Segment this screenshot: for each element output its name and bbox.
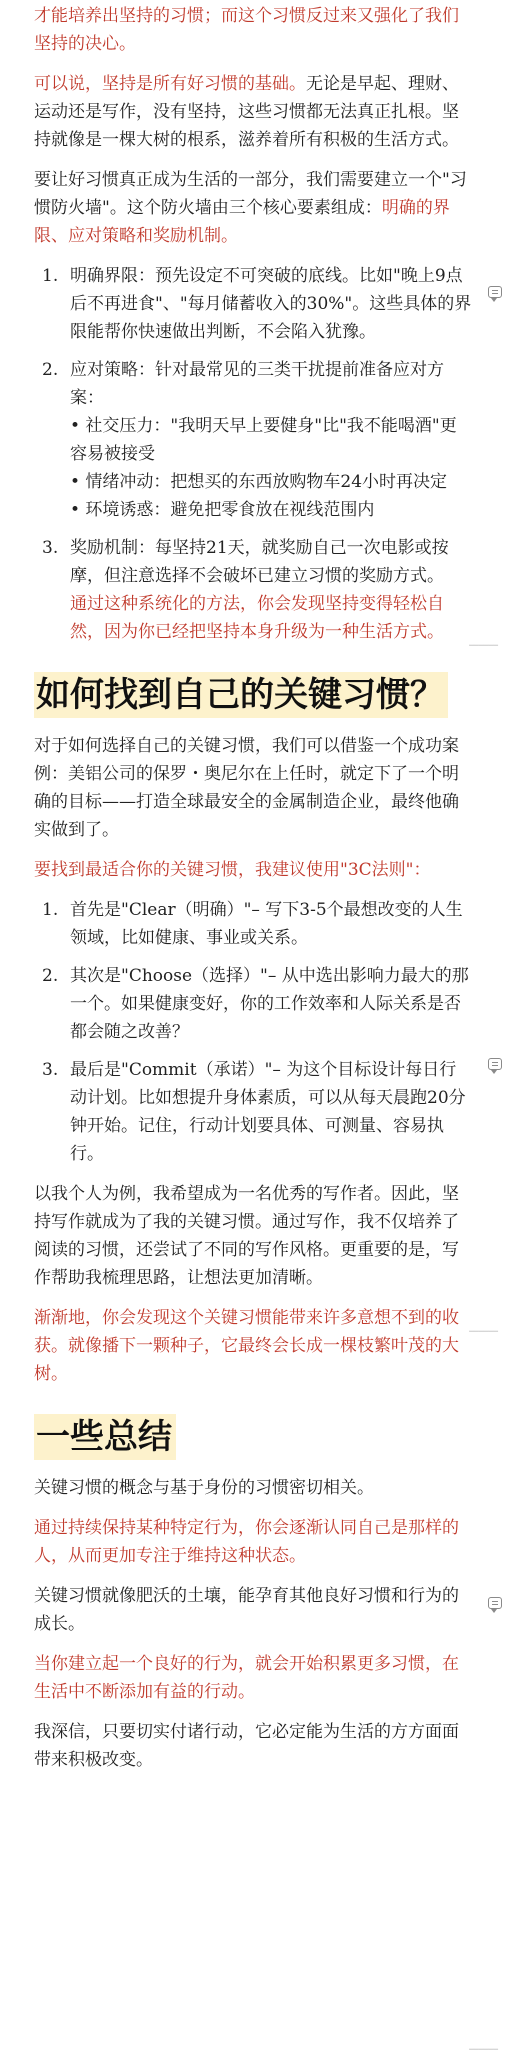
list-item xyxy=(34,962,472,1046)
list-item xyxy=(34,1056,472,1168)
intro-paragraph-1-highlight: 可以说，坚持是所有好习惯的基础。 xyxy=(34,74,306,94)
summary-paragraph-3: 关键习惯就像肥沃的土壤，能孕育其他良好习惯和行为的成长。 xyxy=(34,1586,459,1634)
sub-bullet-emotional-impulse: • 情绪冲动：把想买的东西放购物车24小时再决定 xyxy=(70,472,448,492)
summary-paragraph-4: 当你建立起一个良好的行为，就会开始积累更多习惯，在生活中不断添加有益的行动。 xyxy=(34,1654,459,1702)
section-heading-find-key-habit: 如何找到自己的关键习惯？ xyxy=(34,672,448,718)
watermark: ━━━━━━ xyxy=(469,641,498,650)
comment-icon[interactable] xyxy=(488,1058,502,1070)
three-c-list xyxy=(34,896,472,1168)
firewall-list xyxy=(34,262,472,646)
watermark: ━━━━━━ xyxy=(469,2045,498,2054)
section2-paragraph-1: 对于如何选择自己的关键习惯，我们可以借鉴一个成功案例：美铝公司的保罗・奥尼尔在上任时，就定下了一个明确的目标——打造全球最安全的金属制造企业，最终他确实做到了。 xyxy=(34,736,459,840)
list-item-body xyxy=(56,356,472,524)
list-item-number: 2. xyxy=(42,360,59,380)
list-item xyxy=(34,896,472,952)
list-item-number: 3. xyxy=(42,1060,59,1080)
list-item-text: 首先是"Clear（明确）"– 写下3-5个最想改变的人生领域，比如健康、事业或关系。 xyxy=(70,900,463,948)
list-item-text: 应对策略：针对最常见的三类干扰提前准备应对方案： xyxy=(70,360,444,408)
section2-paragraph-conclusion: 渐渐地，你会发现这个关键习惯能带来许多意想不到的收获。就像播下一颗种子，它最终会长成一棵枝繁叶茂的大树。 xyxy=(34,1308,459,1384)
list-item-body xyxy=(56,534,472,646)
list-item-number: 2. xyxy=(42,966,59,986)
section2-paragraph-3c: 要找到最适合你的关键习惯，我建议使用"3C法则"： xyxy=(34,860,431,880)
sub-bullet-social-pressure: • 社交压力："我明天早上要健身"比"我不能喝酒"更容易被接受 xyxy=(70,416,457,464)
list-item-text: 奖励机制：每坚持21天，就奖励自己一次电影或按摩，但注意选择不会破坏已建立习惯的奖励方式。 xyxy=(70,538,449,586)
intro-paragraph-1-text: 无论是早起、理财、运动还是写作，没有坚持，这些习惯都无法真正扎根。坚持就像是一棵大树的根系，滋养着所有积极的生活方式。 xyxy=(34,74,459,150)
watermark: ━━━━━━ xyxy=(469,1327,498,1336)
list-item-text: 最后是"Commit（承诺）"– 为这个目标设计每日行动计划。比如想提升身体素质，可以从每天晨跑20分钟开始。记住，行动计划要具体、可测量、容易执行。 xyxy=(70,1060,466,1164)
list-item-text: 明确界限：预先设定不可突破的底线。比如"晚上9点后不再进食"、"每月储蓄收入的30%"。这些具体的界限能帮你快速做出判断，不会陷入犹豫。 xyxy=(70,266,472,342)
list-item-number: 1. xyxy=(42,900,59,920)
list-item xyxy=(34,534,472,646)
comment-icon[interactable] xyxy=(488,1597,502,1609)
intro-paragraph-1 xyxy=(34,70,472,154)
list-item-text: 其次是"Choose（选择）"– 从中选出影响力最大的那一个。如果健康变好，你的工作效率和人际关系是否都会随之改善？ xyxy=(70,966,469,1042)
list-item-highlight: 通过这种系统化的方法，你会发现坚持变得轻松自然，因为你已经把坚持本身升级为一种生活方式。 xyxy=(70,594,444,642)
list-item xyxy=(34,356,472,524)
list-item-number: 1. xyxy=(42,266,59,286)
intro-top-paragraph: 才能培养出坚持的习惯；而这个习惯反过来又强化了我们坚持的决心。 xyxy=(34,6,459,54)
summary-paragraph-2: 通过持续保持某种特定行为，你会逐渐认同自己是那样的人，从而更加专注于维持这种状态。 xyxy=(34,1518,459,1566)
section2-paragraph-example: 以我个人为例，我希望成为一名优秀的写作者。因此，坚持写作就成为了我的关键习惯。通过写作，我不仅培养了阅读的习惯，还尝试了不同的写作风格。更重要的是，写作帮助我梳理思路，让想法更加清晰。 xyxy=(34,1184,459,1288)
intro-paragraph-2-highlight: 明确的界限、应对策略和奖励机制。 xyxy=(34,198,450,246)
summary-paragraph-5: 我深信，只要切实付诸行动，它必定能为生活的方方面面带来积极改变。 xyxy=(34,1722,459,1770)
comment-icon[interactable] xyxy=(488,286,502,298)
list-item-number: 3. xyxy=(42,538,59,558)
list-item xyxy=(34,262,472,346)
section-heading-summary: 一些总结 xyxy=(34,1414,176,1460)
intro-paragraph-2-text: 要让好习惯真正成为生活的一部分，我们需要建立一个"习惯防火墙"。这个防火墙由三个核心要素组成： xyxy=(34,170,467,218)
intro-paragraph-2 xyxy=(34,166,472,250)
sub-bullet-environment: • 环境诱惑：避免把零食放在视线范围内 xyxy=(70,500,375,520)
summary-paragraph-1: 关键习惯的概念与基于身份的习惯密切相关。 xyxy=(34,1478,374,1498)
